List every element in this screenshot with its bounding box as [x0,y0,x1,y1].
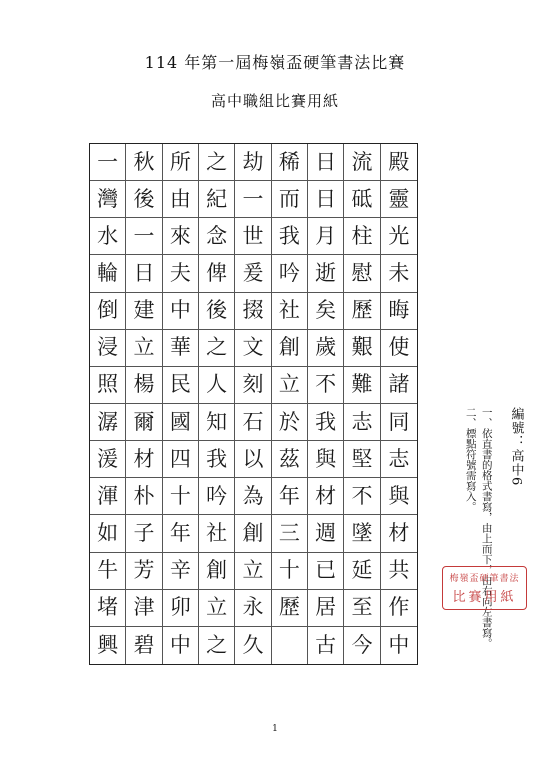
grid-cell: 已 [308,553,344,590]
grid-cell: 後 [126,181,162,218]
grid-cell: 由 [163,181,199,218]
grid-cell: 津 [126,590,162,627]
grid-cell: 吟 [199,478,235,515]
grid-cell: 中 [388,632,410,657]
grid-cell: 卯 [163,590,199,627]
stamp-text-line-2: 比賽用紙 [452,590,517,605]
grid-cell: 知 [199,404,235,441]
grid-cell: 之 [199,627,235,664]
grid-cell: 一 [126,218,162,255]
grid-cell: 世 [235,218,271,255]
grid-cell: 古 [308,627,344,664]
grid-cell: 如 [90,515,126,552]
grid-cell: 立 [272,367,308,404]
grid-cell: 墜 [344,515,380,552]
grid-cell: 與 [381,478,417,515]
grid-cell: 今 [344,627,380,664]
grid-cell: 久 [235,627,271,664]
grid-cell: 年 [163,515,199,552]
grid-cell: 歷 [344,293,380,330]
grid-cell: 於 [272,404,308,441]
instruction-note-1: 一、依直書的格式書寫，由上而下，由右向左書寫。 [480,407,493,649]
grid-cell: 為 [235,478,271,515]
grid-cell: 民 [163,367,199,404]
grid-cell: 歲 [308,330,344,367]
grid-cell: 俾 [199,255,235,292]
grid-cell: 來 [163,218,199,255]
grid-cell: 爾 [126,404,162,441]
grid-cell: 晦 [381,293,417,330]
grid-cell: 灣 [90,181,126,218]
serial-number: 編號：高中6 [508,407,524,487]
grid-cell: 吟 [272,255,308,292]
grid-cell: 與 [308,441,344,478]
grid-cell: 立 [199,590,235,627]
grid-cell: 辛 [163,553,199,590]
writing-grid [89,143,418,665]
grid-cell: 共 [381,553,417,590]
grid-cell: 志 [344,404,380,441]
grid-cell: 創 [235,515,271,552]
grid-cell: 秋 [126,144,162,181]
grid-cell: 茲 [272,441,308,478]
grid-cell: 志 [381,441,417,478]
instruction-note-2: 二、標點符號需寫入。 [464,407,477,512]
grid-cell: 興 [90,627,126,664]
grid-cell: 未 [381,255,417,292]
grid-cell: 殿 [381,144,417,181]
grid-cell: 日 [308,181,344,218]
grid-cell: 立 [235,553,271,590]
grid-cell: 歷 [272,590,308,627]
grid-cell: 稀 [272,144,308,181]
grid-cell: 居 [308,590,344,627]
grid-cell: 慰 [344,255,380,292]
stamp-text-line-1: 梅嶺盃硬筆書法 [449,574,520,584]
grid-cell: 創 [199,553,235,590]
grid-cell: 矣 [308,293,344,330]
grid-cell: 十 [272,553,308,590]
grid-cell: 文 [235,330,271,367]
grid-cell: 浸 [90,330,126,367]
grid-cell: 材 [126,441,162,478]
grid-cell: 三 [272,515,308,552]
grid-cell: 碧 [126,627,162,664]
grid-cell: 週 [308,515,344,552]
grid-cell: 同 [381,404,417,441]
grid-cell: 朴 [126,478,162,515]
grid-cell: 之 [199,144,235,181]
grid-cell: 堅 [344,441,380,478]
grid-cell: 爰 [235,255,271,292]
grid-cell: 柱 [344,218,380,255]
grid-cell: 立 [126,330,162,367]
grid-cell: 我 [308,404,344,441]
grid-cell: 至 [344,590,380,627]
grid-cell: 華 [163,330,199,367]
page-title: 114 年第一屆梅嶺盃硬筆書法比賽 [144,53,406,72]
grid-cell: 流 [344,144,380,181]
grid-cell: 掇 [235,293,271,330]
grid-cell: 材 [381,515,417,552]
grid-cell: 一 [235,181,271,218]
grid-cell: 年 [272,478,308,515]
grid-cell: 永 [235,590,271,627]
grid-cell: 逝 [308,255,344,292]
grid-cell: 而 [272,181,308,218]
grid-cell: 一 [90,144,126,181]
grid-cell: 紀 [199,181,235,218]
grid-cell: 倒 [90,293,126,330]
grid-cell: 不 [308,367,344,404]
grid-cell: 諸 [381,367,417,404]
page-number: 1 [272,724,278,734]
grid-cell: 日 [308,144,344,181]
grid-cell: 社 [272,293,308,330]
grid-cell: 堵 [90,590,126,627]
grid-cell: 夫 [163,255,199,292]
grid-cell: 楊 [126,367,162,404]
grid-cell: 國 [163,404,199,441]
grid-cell: 芳 [126,553,162,590]
grid-cell: 砥 [344,181,380,218]
grid-cell: 創 [272,330,308,367]
grid-cell: 念 [199,218,235,255]
grid-cell: 難 [344,367,380,404]
grid-cell [272,627,308,664]
grid-cell: 材 [308,478,344,515]
grid-cell: 後 [199,293,235,330]
grid-cell: 建 [126,293,162,330]
grid-cell: 石 [235,404,271,441]
grid-cell: 四 [163,441,199,478]
grid-cell: 我 [272,218,308,255]
grid-cell: 我 [199,441,235,478]
grid-cell: 水 [90,218,126,255]
grid-cell: 延 [344,553,380,590]
grid-cell: 不 [344,478,380,515]
grid-cell: 渾 [90,478,126,515]
grid-cell: 中 [163,627,199,664]
grid-cell: 光 [381,218,417,255]
official-stamp [442,566,527,610]
grid-cell: 之 [199,330,235,367]
grid-cell: 子 [126,515,162,552]
grid-cell: 作 [381,590,417,627]
grid-cell: 潺 [90,404,126,441]
grid-cell: 所 [163,144,199,181]
grid-cell: 使 [381,330,417,367]
grid-cell: 月 [308,218,344,255]
grid-cell: 靈 [381,181,417,218]
grid-cell: 輪 [90,255,126,292]
grid-cell: 社 [199,515,235,552]
grid-cell: 艱 [344,330,380,367]
grid-cell: 牛 [90,553,126,590]
grid-cell: 湲 [90,441,126,478]
grid-cell: 日 [126,255,162,292]
grid-cell: 十 [163,478,199,515]
page-subtitle: 高中職組比賽用紙 [210,92,339,110]
grid-cell: 刻 [235,367,271,404]
grid-cell: 中 [163,293,199,330]
grid-cell: 人 [199,367,235,404]
grid-cell: 以 [235,441,271,478]
grid-cell: 照 [90,367,126,404]
grid-cell: 劫 [235,144,271,181]
